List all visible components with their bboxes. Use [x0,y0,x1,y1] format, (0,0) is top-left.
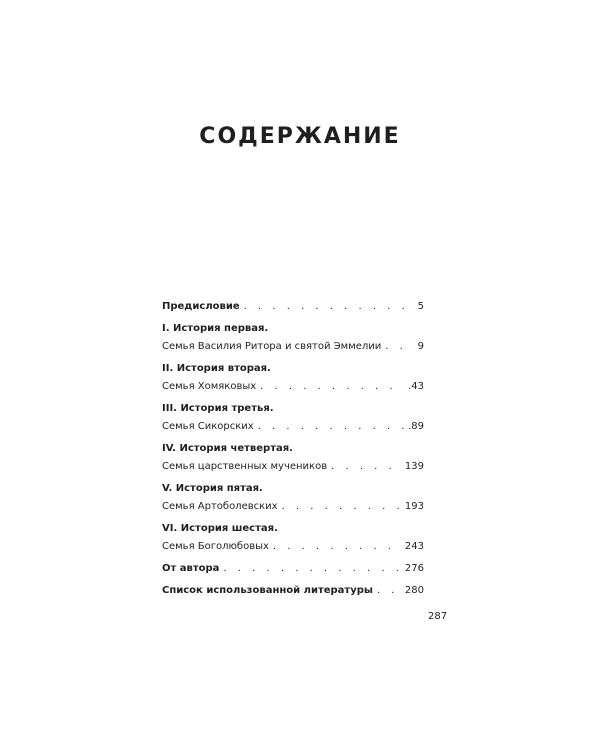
toc-entry-heading: II. История вторая. [162,363,271,374]
toc-page-number: .43 [408,381,424,392]
toc-entry-heading: V. История пятая. [162,483,263,494]
page-number: 287 [428,611,448,622]
toc-leader-dots [385,338,413,356]
toc-page-number: 276 [404,563,424,574]
toc-entry-story-2[interactable] [162,360,424,396]
toc-page-number: .89 [408,421,424,432]
toc-page-number: 5 [417,301,424,312]
toc-page-number: 280 [404,585,424,596]
toc-page-number: 193 [404,501,424,512]
toc-page-number: 243 [404,541,424,552]
toc-entry-story-4[interactable] [162,440,424,476]
toc-entry-preface[interactable] [162,298,424,316]
toc-entry-heading: IV. История четвертая. [162,443,293,454]
toc-entry-bibliography[interactable] [162,582,424,600]
toc-entry-from-author[interactable] [162,560,424,578]
toc-page-number: 9 [417,341,424,352]
toc-entry-subtitle: Семья Боголюбовых [162,541,269,552]
toc-entry-heading: От автора [162,563,220,574]
toc-entry-subtitle: Семья царственных мучеников [162,461,328,472]
toc-entry-heading: Список использованной литературы [162,585,373,596]
toc-entry-heading: VI. История шестая. [162,523,278,534]
toc-entry-heading: I. История первая. [162,323,269,334]
toc-leader-dots [331,458,401,476]
toc-entry-story-3[interactable] [162,400,424,436]
toc-entry-story-6[interactable] [162,520,424,556]
toc-entry-heading: Предисловие [162,301,240,312]
toc-leader-dots [258,418,404,436]
toc-leader-dots [282,498,401,516]
toc-entry-story-5[interactable] [162,480,424,516]
page-title: СОДЕРЖАНИЕ [199,124,401,149]
toc-entry-subtitle: Семья Хомяковых [162,381,257,392]
toc-leader-dots [223,560,400,578]
toc-leader-dots [260,378,404,396]
toc-leader-dots [377,582,401,600]
table-of-contents [162,298,424,604]
toc-leader-dots [273,538,401,556]
toc-entry-subtitle: Семья Сикорских [162,421,254,432]
toc-entry-subtitle: Семья Василия Ритора и святой Эммелии [162,341,382,352]
toc-entry-subtitle: Семья Артоболевских [162,501,278,512]
toc-page-number: 139 [404,461,424,472]
toc-entry-heading: III. История третья. [162,403,274,414]
toc-entry-story-1[interactable] [162,320,424,356]
toc-leader-dots [244,298,414,316]
